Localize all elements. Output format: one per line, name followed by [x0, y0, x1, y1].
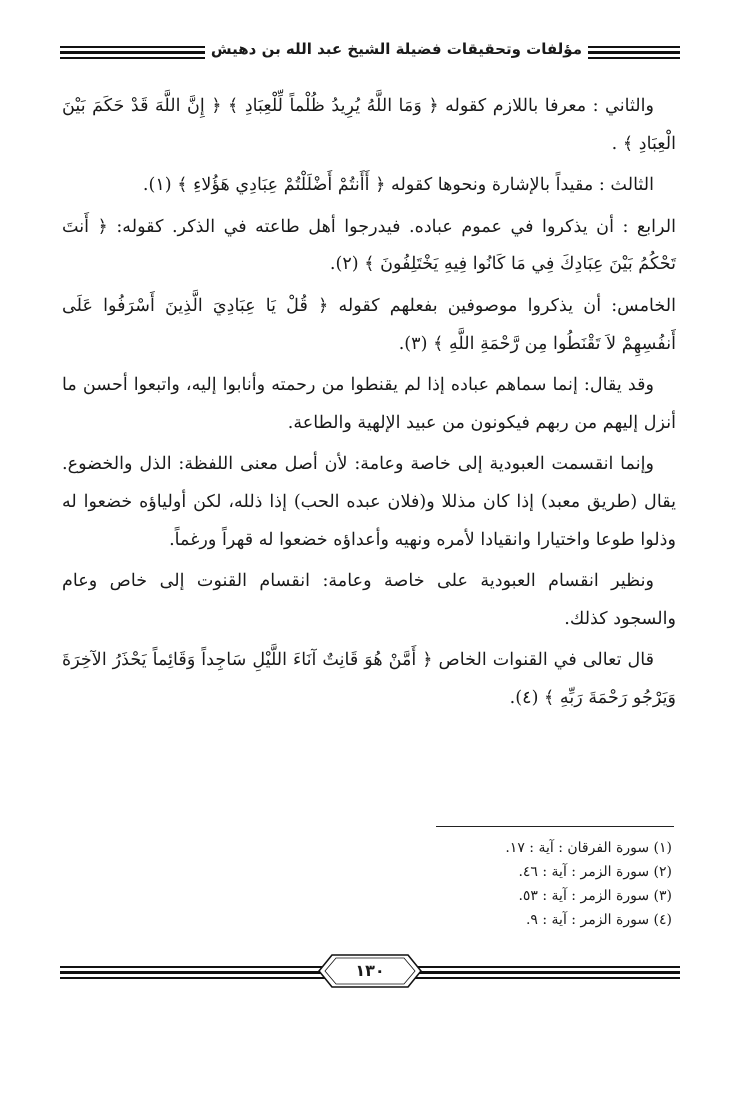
- page-footer: [60, 952, 680, 992]
- paragraph-second-type: والثاني : معرفا باللازم كقوله ﴿ وَمَا اللَّهُ يُرِيدُ ظُلْماً لِّلْعِبَادِ ﴾ ﴿ إِنَّ اللَّهَ قَدْ حَكَمَ بَيْنَ الْعِبَادِ ﴾ .: [62, 96, 676, 154]
- header-title: مؤلفات وتحقيقات فضيلة الشيخ عبد الله بن دهيش: [205, 38, 588, 60]
- footnote-1: (١) سورة الفرقان : آية : ١٧.: [505, 840, 672, 856]
- paragraph-division: وإنما انقسمت العبودية إلى خاصة وعامة: لأن أصل معنى اللفظة: الذل والخضوع. يقال (طريق معبد) إذا كان مذللا و(فلان عبده الحب) إذا ذلله، لكن أولياؤه خضعوا له وذلوا طوعا واختيارا وانقيادا لأمره ونهيه وأعداؤه خضعوا له قهراً ورغماً.: [62, 454, 676, 550]
- paragraph-fourth-type: الرابع : أن يذكروا في عموم عباده. فيدرجوا أهل طاعته في الذكر. كقوله: ﴿ أَنتَ تَحْكُمُ بَيْنَ عِبَادِكَ فِي مَا كَانُوا فِيهِ يَخْتَلِفُونَ ﴾ (٢).: [62, 216, 676, 275]
- main-text: [62, 88, 676, 722]
- running-header: [60, 38, 680, 68]
- footnotes: [372, 836, 672, 932]
- page-number-frame: [318, 954, 422, 988]
- page-number: ١٣٠: [355, 961, 385, 980]
- footnote-3: (٣) سورة الزمر : آية : ٥٣.: [518, 888, 672, 904]
- footnote-2: (٢) سورة الزمر : آية : ٤٦.: [518, 864, 672, 880]
- paragraph-saying: وقد يقال: إنما سماهم عباده إذا لم يقنطوا من رحمته وأنابوا إليه، واتبعوا أحسن ما أنزل إليهم من ربهم فيكونون من عبيد الإلهية والطاعة.: [62, 375, 676, 433]
- paragraph-third-type: الثالث : مقيداً بالإشارة ونحوها كقوله ﴿ أَأَنتُمْ أَضْلَلْتُمْ عِبَادِي هَؤُلاءِ ﴾ (١).: [142, 175, 654, 196]
- paragraph-quote: قال تعالى في القنوات الخاص ﴿ أَمَّنْ هُوَ قَانِتٌ آنَاءَ اللَّيْلِ سَاجِداً وَقَائِماً يَحْذَرُ الآخِرَةَ وَيَرْجُو رَحْمَةَ رَبِّهِ ﴾ (٤).: [62, 650, 676, 708]
- footnote-separator: [436, 826, 674, 827]
- paragraph-fifth-type: الخامس: أن يذكروا موصوفين بفعلهم كقوله ﴿ قُلْ يَا عِبَادِيَ الَّذِينَ أَسْرَفُوا عَلَى أَنفُسِهِمْ لاَ تَقْنَطُوا مِن رَّحْمَةِ اللَّهِ ﴾ (٣).: [62, 295, 676, 354]
- footnote-4: (٤) سورة الزمر : آية : ٩.: [525, 912, 672, 928]
- paragraph-analogy: ونظير انقسام العبودية على خاصة وعامة: انقسام القنوت إلى خاص وعام والسجود كذلك.: [62, 571, 676, 629]
